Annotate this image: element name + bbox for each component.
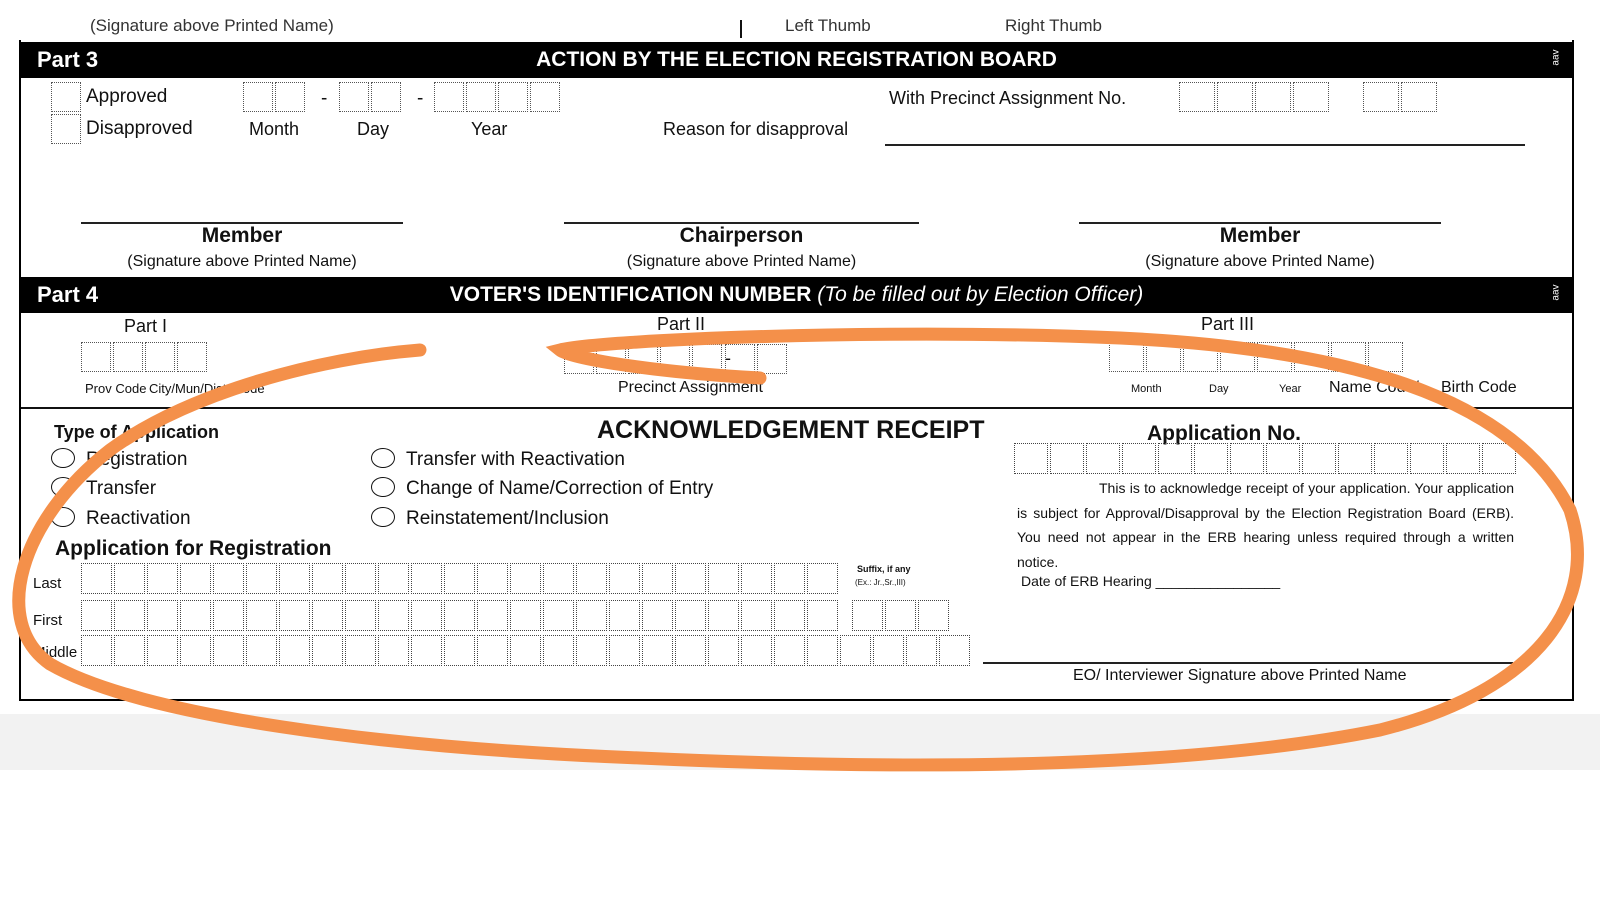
page-bottom-gap [0,714,1600,770]
char-box[interactable] [1194,443,1228,474]
member2-note: (Signature above Printed Name) [1145,253,1375,270]
reason-label: Reason for disapproval [663,119,849,139]
radio-transfer-reactivation[interactable] [371,448,395,468]
receipt-heading: ACKNOWLEDGEMENT RECEIPT [597,416,985,444]
radio-reinstatement[interactable] [371,507,395,527]
option-reactivation: Reactivation [86,508,191,529]
char-box[interactable] [147,635,178,666]
name-code-label: Name Code/ [1329,379,1419,396]
char-box[interactable] [543,635,574,666]
char-box[interactable] [246,600,277,631]
suffix-example: (Ex.: Jr.,Sr.,III) [855,578,906,587]
char-box[interactable] [873,635,904,666]
char-box[interactable] [345,563,376,594]
app-reg-heading: Application for Registration [55,537,332,560]
precinct-boxes-a[interactable] [1179,82,1331,112]
char-box[interactable] [1374,443,1408,474]
char-box[interactable] [741,563,772,594]
eo-sig-line[interactable] [983,662,1513,664]
char-box[interactable] [81,600,112,631]
radio-change-name[interactable] [371,477,395,497]
approved-checkbox[interactable] [51,82,81,112]
app-no-heading: Application No. [1147,422,1301,445]
app-no-boxes[interactable] [1014,443,1518,474]
member1-note: (Signature above Printed Name) [127,253,357,270]
char-box[interactable] [774,635,805,666]
char-box[interactable] [411,600,442,631]
reason-line[interactable] [885,144,1525,146]
part-ii-boxes-a[interactable] [564,344,724,374]
char-box[interactable] [312,563,343,594]
middle-label: Middle [33,644,78,661]
char-box[interactable] [1482,443,1516,474]
char-box[interactable] [213,635,244,666]
part3-title: ACTION BY THE ELECTION REGISTRATION BOARD [536,48,1057,71]
hearing-date-label: Date of ERB Hearing ________________ [1021,573,1281,589]
char-box[interactable] [180,600,211,631]
precinct-label: With Precinct Assignment No. [889,88,1127,108]
char-box[interactable] [1266,443,1300,474]
char-box[interactable] [675,635,706,666]
part-i-label: Part I [124,316,168,336]
part4-code: aav [1550,284,1562,301]
part4-title-italic: (To be filled out by Election Officer) [817,283,1144,306]
middle-name-boxes[interactable] [81,635,972,666]
part-ii-label: Part II [657,314,706,334]
suffix-label: Suffix, if any [857,564,911,574]
char-box[interactable] [246,563,277,594]
eo-sig-label: EO/ Interviewer Signature above Printed Name [1073,667,1407,684]
char-box[interactable] [642,635,673,666]
month-label: Month [249,119,300,139]
chair-role: Chairperson [679,224,804,247]
part-ii-dash: - [725,348,731,368]
char-box[interactable] [312,635,343,666]
char-box[interactable] [477,600,508,631]
type-heading: Type of Application [54,422,219,442]
part4-title-bold: VOTER'S IDENTIFICATION NUMBER [449,283,812,306]
char-box[interactable] [477,635,508,666]
part-iii-label: Part III [1201,314,1255,334]
option-reinstatement: Reinstatement/Inclusion [406,508,609,529]
char-box[interactable] [906,635,937,666]
member1-role: Member [201,224,283,247]
char-box[interactable] [444,635,475,666]
top-cut-divider [740,20,742,38]
precinct-boxes-b[interactable] [1363,82,1439,112]
char-box[interactable] [885,600,916,631]
precinct-assignment-label: Precinct Assignment [618,379,763,396]
char-box[interactable] [246,635,277,666]
p4-day-label: Day [1209,383,1229,395]
char-box[interactable] [609,563,640,594]
char-box[interactable] [609,600,640,631]
char-box[interactable] [675,563,706,594]
option-transfer: Transfer [86,478,157,499]
year-boxes[interactable] [434,82,562,112]
part4-title [21,283,1572,307]
p4-year-label: Year [1279,383,1302,395]
day-label: Day [357,119,390,139]
char-box[interactable] [774,563,805,594]
char-box[interactable] [918,600,949,631]
char-box[interactable] [939,635,970,666]
char-box[interactable] [807,600,838,631]
suffix-boxes[interactable] [852,600,951,631]
char-box[interactable] [444,600,475,631]
disapproved-label: Disapproved [86,118,193,139]
char-box[interactable] [1122,443,1156,474]
option-transfer-reactivation: Transfer with Reactivation [406,449,625,470]
char-box[interactable] [81,563,112,594]
char-box[interactable] [444,563,475,594]
member2-role: Member [1219,224,1301,247]
char-box[interactable] [807,635,838,666]
char-box[interactable] [510,635,541,666]
char-box[interactable] [1338,443,1372,474]
char-box[interactable] [708,635,739,666]
last-label: Last [33,575,62,592]
char-box[interactable] [114,635,145,666]
char-box[interactable] [642,563,673,594]
char-box[interactable] [1446,443,1480,474]
date-dash-1: - [321,88,328,109]
receipt-notice: This is to acknowledge receipt of your application. Your application is subject for Approval/Disapproval by the Election Registration Board (ERB). You need not appear in the ERB hearing unless required through a written notice. [1017,480,1514,570]
part-ii-boxes-b[interactable] [725,344,789,374]
top-cut-right: Right Thumb [1005,16,1103,35]
birth-code-label: Birth Code [1441,379,1517,396]
char-box[interactable] [1410,443,1444,474]
char-box[interactable] [180,635,211,666]
char-box[interactable] [378,635,409,666]
char-box[interactable] [576,600,607,631]
char-box[interactable] [609,635,640,666]
char-box[interactable] [279,563,310,594]
char-box[interactable] [378,563,409,594]
char-box[interactable] [642,600,673,631]
char-box[interactable] [180,563,211,594]
part4-label: Part 4 [37,282,99,307]
char-box[interactable] [1014,443,1048,474]
char-box[interactable] [852,600,883,631]
part4-header [21,277,1572,313]
char-box[interactable] [774,600,805,631]
char-box[interactable] [147,600,178,631]
char-box[interactable] [345,600,376,631]
part-iii-boxes[interactable] [1109,342,1405,372]
part3-header [21,42,1572,78]
char-box[interactable] [543,563,574,594]
char-box[interactable] [378,600,409,631]
char-box[interactable] [708,600,739,631]
chair-note: (Signature above Printed Name) [626,253,857,270]
char-box[interactable] [840,635,871,666]
char-box[interactable] [279,635,310,666]
char-box[interactable] [81,635,112,666]
char-box[interactable] [147,563,178,594]
last-name-boxes[interactable] [81,563,840,594]
year-label: Year [471,119,508,139]
char-box[interactable] [213,600,244,631]
top-cut-mid: Left Thumb [785,16,871,35]
char-box[interactable] [411,563,442,594]
first-name-boxes[interactable] [81,600,840,631]
first-label: First [33,612,63,629]
date-dash-2: - [417,88,424,109]
char-box[interactable] [345,635,376,666]
char-box[interactable] [510,600,541,631]
char-box[interactable] [576,635,607,666]
radio-reactivation[interactable] [51,507,75,527]
disapproved-checkbox[interactable] [51,114,81,144]
part3-code: aav [1550,49,1562,66]
char-box[interactable] [1302,443,1336,474]
char-box[interactable] [279,600,310,631]
approved-label: Approved [86,86,168,107]
receipt-divider [21,407,1572,409]
char-box[interactable] [1230,443,1264,474]
prov-code-label: Prov Code [85,381,147,396]
char-box[interactable] [510,563,541,594]
char-box[interactable] [576,563,607,594]
char-box[interactable] [411,635,442,666]
char-box[interactable] [1086,443,1120,474]
char-box[interactable] [213,563,244,594]
char-box[interactable] [1158,443,1192,474]
char-box[interactable] [114,600,145,631]
char-box[interactable] [741,635,772,666]
char-box[interactable] [1050,443,1084,474]
day-boxes[interactable] [339,82,403,112]
char-box[interactable] [543,600,574,631]
option-change-name: Change of Name/Correction of Entry [406,478,714,499]
char-box[interactable] [477,563,508,594]
part3-label: Part 3 [37,47,99,72]
option-registration: Registration [86,449,188,470]
char-box[interactable] [675,600,706,631]
part-i-boxes[interactable] [81,342,209,372]
char-box[interactable] [708,563,739,594]
radio-transfer[interactable] [51,477,75,497]
top-cut-row [20,0,1575,38]
registration-form [19,40,1574,701]
p4-month-label: Month [1131,383,1162,395]
char-box[interactable] [741,600,772,631]
month-boxes[interactable] [243,82,307,112]
city-code-label: City/Mun/Dist. Code [149,381,265,396]
char-box[interactable] [807,563,838,594]
radio-registration[interactable] [51,448,75,468]
char-box[interactable] [312,600,343,631]
top-cut-left: (Signature above Printed Name) [90,16,334,35]
char-box[interactable] [114,563,145,594]
